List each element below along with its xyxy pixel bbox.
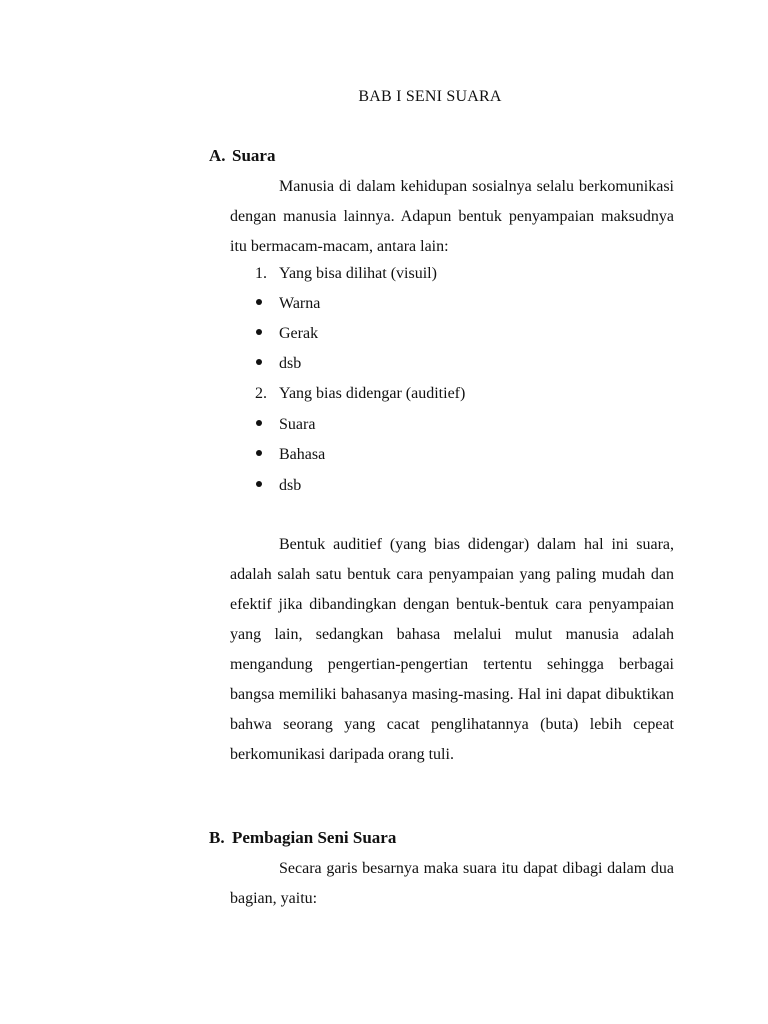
paragraph: Bentuk auditief (yang bias didengar) dalam hal ini suara, adalah salah satu bentuk cara penyampaian yang paling mudah dan efektif jika dibandingkan dengan bentuk-bentuk cara penyampaian yang lain, sedangkan bahasa melalui mulut manusia adalah mengandung pengertian-pengertian tertentu sehingga berbagai bangsa memiliki bahasanya masing-masing. Hal ini dapat dibuktikan bahwa seorang yang cacat penglihatannya (buta) lebih cepeat berkomunikasi daripada orang tuli. bbox=[230, 536, 674, 763]
list-item-text: Bahasa bbox=[279, 446, 326, 463]
bullet-icon bbox=[256, 329, 262, 335]
list-item bbox=[255, 379, 465, 409]
list-item bbox=[255, 259, 437, 289]
section-title: Suara bbox=[232, 146, 276, 165]
bullet-icon bbox=[256, 299, 262, 305]
paragraph: Manusia di dalam kehidupan sosialnya selalu berkomunikasi dengan manusia lainnya. Adapun bentuk penyampaian maksudnya itu bermacam-macam, antara lain: bbox=[230, 178, 674, 255]
bullet-icon bbox=[256, 420, 262, 426]
section-heading-b bbox=[209, 828, 396, 848]
list-item-text: Suara bbox=[279, 416, 316, 433]
list-number: 1. bbox=[255, 265, 267, 282]
list-item bbox=[255, 440, 325, 470]
list-item bbox=[255, 319, 318, 349]
list-item-text: dsb bbox=[279, 477, 302, 494]
list-item bbox=[255, 471, 301, 501]
list-item-text: dsb bbox=[279, 355, 302, 372]
paragraph: Secara garis besarnya maka suara itu dapat dibagi dalam dua bagian, yaitu: bbox=[230, 860, 674, 907]
list-number: 2. bbox=[255, 385, 267, 402]
list-item-text: Warna bbox=[279, 295, 321, 312]
list-item-text: Yang bias didengar (auditief) bbox=[279, 385, 466, 402]
bullet-icon bbox=[256, 481, 262, 487]
list-item-text: Gerak bbox=[279, 325, 319, 342]
list-item bbox=[255, 289, 320, 319]
chapter-title: BAB I SENI SUARA bbox=[358, 88, 502, 105]
list-item bbox=[255, 349, 301, 379]
section-heading-a bbox=[209, 146, 275, 166]
section-title: Pembagian Seni Suara bbox=[232, 828, 397, 847]
list-item bbox=[255, 410, 315, 440]
list-item-text: Yang bisa dilihat (visuil) bbox=[279, 265, 437, 282]
bullet-icon bbox=[256, 450, 262, 456]
section-number: B. bbox=[209, 828, 225, 847]
section-number: A. bbox=[209, 146, 226, 165]
bullet-icon bbox=[256, 359, 262, 365]
